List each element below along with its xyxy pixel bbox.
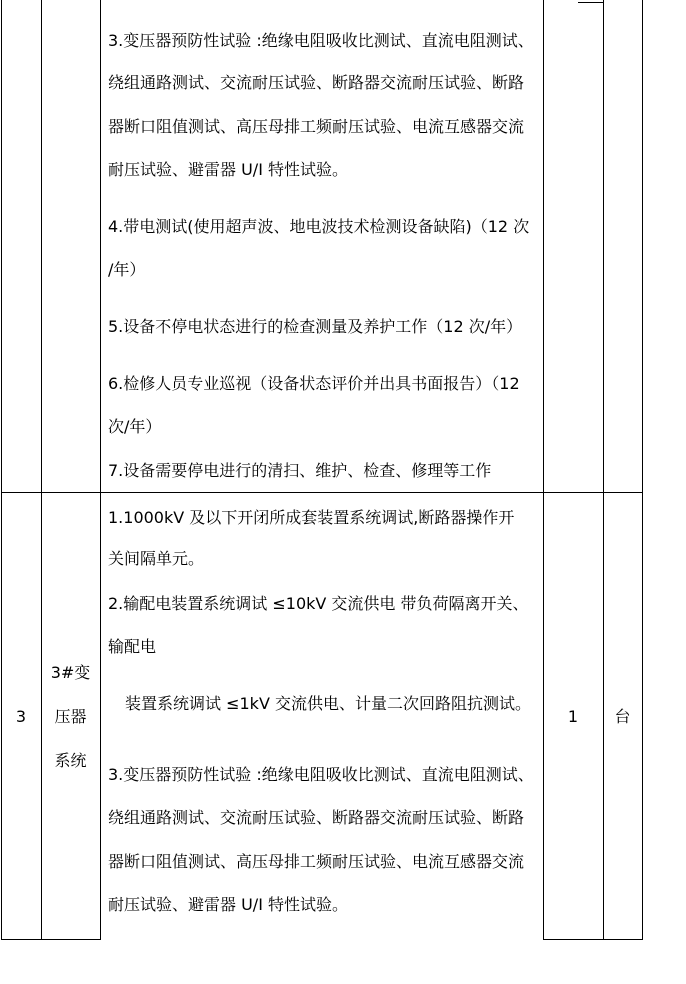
grid-line <box>578 2 603 3</box>
content-line: 绕组通路测试、交流耐压试验、断路器交流耐压试验、断路 <box>108 808 525 827</box>
grid-line <box>543 0 544 940</box>
grid-line <box>100 0 101 940</box>
unit-cell: 台 <box>614 707 631 726</box>
content-line: 输配电 <box>108 637 157 656</box>
item-name-line: 压器 <box>54 707 87 726</box>
grid-line <box>41 0 42 940</box>
grid-line <box>603 0 604 940</box>
content-line: 6.检修人员专业巡视（设备状态评价并出具书面报告）（12 <box>108 374 520 393</box>
content-line: 绕组通路测试、交流耐压试验、断路器交流耐压试验、断路 <box>108 73 525 92</box>
content-line: 次/年） <box>108 417 162 436</box>
content-line: 器断口阻值测试、高压母排工频耐压试验、电流互感器交流 <box>108 852 525 871</box>
grid-line <box>1 0 2 940</box>
content-line: 1.1000kV 及以下开闭所成套装置系统调试,断路器操作开 <box>108 508 515 527</box>
content-line: 关间隔单元。 <box>108 549 205 568</box>
content-line: 器断口阻值测试、高压母排工频耐压试验、电流互感器交流 <box>108 117 525 136</box>
content-line: /年） <box>108 260 146 279</box>
content-line: 7.设备需要停电进行的清扫、维护、检查、修理等工作 <box>108 461 492 480</box>
content-line: 装置系统调试 ≤1kV 交流供电、计量二次回路阻抗测试。 <box>125 694 531 713</box>
content-line: 2.输配电装置系统调试 ≤10kV 交流供电 带负荷隔离开关、 <box>108 594 529 613</box>
content-line: 4.带电测试(使用超声波、地电波技术检测设备缺陷)（12 次 <box>108 217 530 236</box>
content-line: 耐压试验、避雷器 U/I 特性试验。 <box>108 895 348 914</box>
row-index: 3 <box>15 707 27 726</box>
quantity-cell: 1 <box>567 707 579 726</box>
content-line: 3.变压器预防性试验 :绝缘电阻吸收比测试、直流电阻测试、 <box>108 765 534 784</box>
table-bottom-border <box>543 939 643 940</box>
content-line: 5.设备不停电状态进行的检查测量及养护工作（12 次/年） <box>108 317 523 336</box>
content-line: 3.变压器预防性试验 :绝缘电阻吸收比测试、直流电阻测试、 <box>108 31 534 50</box>
item-name-line: 系统 <box>54 751 87 770</box>
content-line: 耐压试验、避雷器 U/I 特性试验。 <box>108 160 348 179</box>
grid-line <box>642 0 643 940</box>
table-bottom-border <box>1 939 41 940</box>
item-name-line: 3#变 <box>50 663 91 682</box>
row-divider <box>1 492 643 493</box>
table-bottom-border <box>41 939 101 940</box>
